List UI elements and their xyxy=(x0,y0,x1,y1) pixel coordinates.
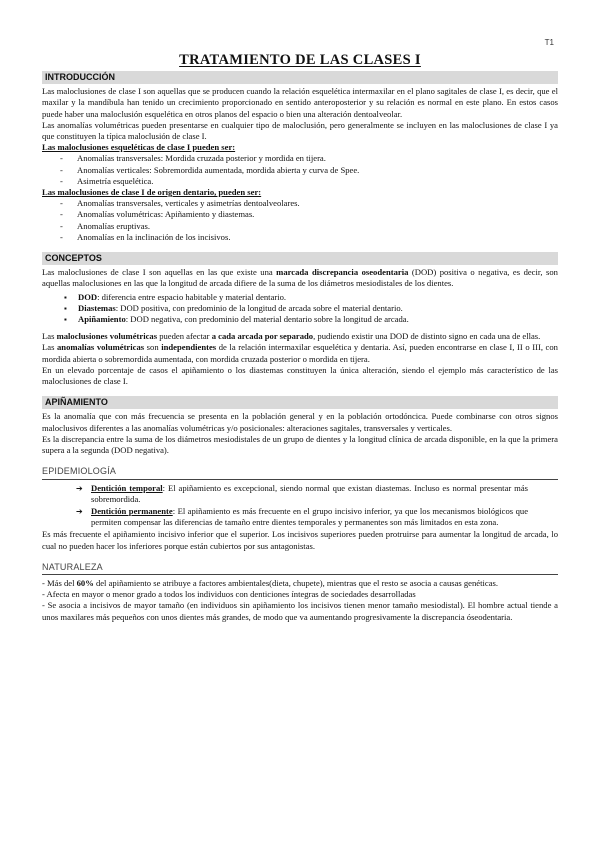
document-title: TRATAMIENTO DE LAS CLASES I xyxy=(179,52,421,68)
document-body xyxy=(42,71,558,623)
list-item: ▪ Diastemas: DOD positiva, con predominio de la longitud de arcada sobre el material dentario. xyxy=(64,303,558,314)
list-item: - Anomalías en la inclinación de los incisivos. xyxy=(60,232,558,243)
conceptos-paragraph-2: Las maloclusiones volumétricas pueden afectar a cada arcada por separado, pudiendo existir una DOD de distinto signo en cada una de ellas. xyxy=(42,331,541,342)
list-item: ▪ Apiñamiento: DOD negativa, con predominio del material dentario sobre la longitud de arcada. xyxy=(64,314,558,325)
list-item: - Asimetría esquelética. xyxy=(60,176,558,187)
section-heading-apinamiento: APIÑAMIENTO xyxy=(42,396,558,409)
apinamiento-paragraph-1: Es la anomalía que con más frecuencia se presenta en la población general y en la población ortodóncica. Puede combinarse con otros signos maloclusivos diferentes a las anomalías volumétricas y/o posicionales: alteraciones sagitales, transversales y verticales. xyxy=(42,411,558,433)
list-item: - Anomalías transversales, verticales y asimetrías dentoalveolares. xyxy=(60,198,558,209)
list-item: - Anomalías volumétricas: Apiñamiento y diastemas. xyxy=(60,209,558,220)
page-number-tag: T1 xyxy=(544,38,554,47)
list-item: ▪ DOD: diferencia entre espacio habitable y material dentario. xyxy=(64,292,558,303)
naturaleza-paragraph-1: - Más del 60% del apiñamiento se atribuye a factores ambientales(dieta, chupete), mientras que el resto se asocia a causas genéticas. xyxy=(42,577,499,588)
dental-list xyxy=(42,198,558,243)
intro-paragraph-1: Las maloclusiones de clase I son aquellas que se producen cuando la relación esquelética intermaxilar en el plano sagitales de clase I, es decir, que el maxilar y la mandíbula han tenido un crecimiento proporcionado en sentido anteroposterior y su relación es normal en este plano. En estos casos puede haber una maloclusión esquelética en otros planos del espacio o bien una alteración dentoalveolar. xyxy=(42,86,558,119)
conceptos-paragraph-1: Las maloclusiones de clase I son aquellas en las que existe una marcada discrepancia oseodentaria (DOD) positiva o negativa, es decir, son aquellas maloclusiones en las que la longitud de arcada difiere de la suma de los diámetros mesiodistales de los dientes. xyxy=(42,267,558,289)
section-heading-conceptos: CONCEPTOS xyxy=(42,252,558,265)
list-item: ➔ Dentición temporal: El apiñamiento es excepcional, siendo normal que existan diastemas. Incluso es normal presentar más sobremordida. xyxy=(78,483,528,505)
conceptos-paragraph-4: En un elevado porcentaje de casos el apiñamiento o los diastemas constituyen la única alteración, siendo el ejemplo más característico de las maloclusiones de clase I. xyxy=(42,364,558,387)
intro-paragraph-2: Las anomalías volumétricas pueden presentarse en cualquier tipo de maloclusión, pero generalmente se incluyen en las maloclusiones de clase I ya que constituyen la típica maloclusión de clase I. xyxy=(42,119,558,142)
epidemiologia-list xyxy=(42,483,558,529)
conceptos-paragraph-3: Las anomalías volumétricas son independientes de la relación intermaxilar esquelética y dentaria. Así, pueden encontrarse en clase I, II o III, con mordida abierta o sobremordida aumentada, con mordida cruzada posterior o mordida en tijera. xyxy=(42,342,558,364)
skeletal-subheading: Las maloclusiones esqueléticas de clase I pueden ser: xyxy=(42,142,236,153)
list-item: - Anomalías eruptivas. xyxy=(60,221,558,232)
naturaleza-heading: NATURALEZA xyxy=(42,562,558,575)
epidemiologia-paragraph: Es más frecuente el apiñamiento incisivo inferior que el superior. Los incisivos superiores pueden protruirse para aumentar la longitud de arcada, lo cual no pueden hacer los inferiores porque están cubiertos por sus antagonistas. xyxy=(42,529,558,551)
epidemiologia-heading: EPIDEMIOLOGÍA xyxy=(42,466,558,479)
dental-subheading: Las maloclusiones de clase I de origen dentario, pueden ser: xyxy=(42,187,262,198)
apinamiento-paragraph-2: Es la discrepancia entre la suma de los diámetros mesiodistales de un grupo de dientes y la longitud clínica de arcada disponible, en la que la primera supera a la segunda (DOD negativa). xyxy=(42,433,558,456)
conceptos-definitions-list xyxy=(42,292,558,326)
naturaleza-paragraph-3: - Se asocia a incisivos de mayor tamaño (en individuos sin apiñamiento los incisivos tienen menor tamaño mesiodistal). El hombre actual tiende a unos maxilares más pequeños con unos dientes más grandes, de modo que va aumentando progresivamente la discrepancia óseodentaria. xyxy=(42,600,558,622)
list-item: - Anomalías verticales: Sobremordida aumentada, mordida abierta y curva de Spee. xyxy=(60,165,558,176)
list-item: ➔ Dentición permanente: El apiñamiento es más frecuente en el grupo incisivo inferior, ya que los mecanismos biológicos que permiten compensar las diferencias de tamaño entre dientes temporales y permanentes son más limitados en esta zona. xyxy=(78,506,528,528)
skeletal-list xyxy=(42,153,558,187)
list-item: - Anomalías transversales: Mordida cruzada posterior y mordida en tijera. xyxy=(60,153,558,164)
naturaleza-paragraph-2: - Afecta en mayor o menor grado a todos los individuos con denticiones íntegras de sociedades desarrolladas xyxy=(42,589,416,600)
section-heading-introduccion: INTRODUCCIÓN xyxy=(42,71,558,84)
